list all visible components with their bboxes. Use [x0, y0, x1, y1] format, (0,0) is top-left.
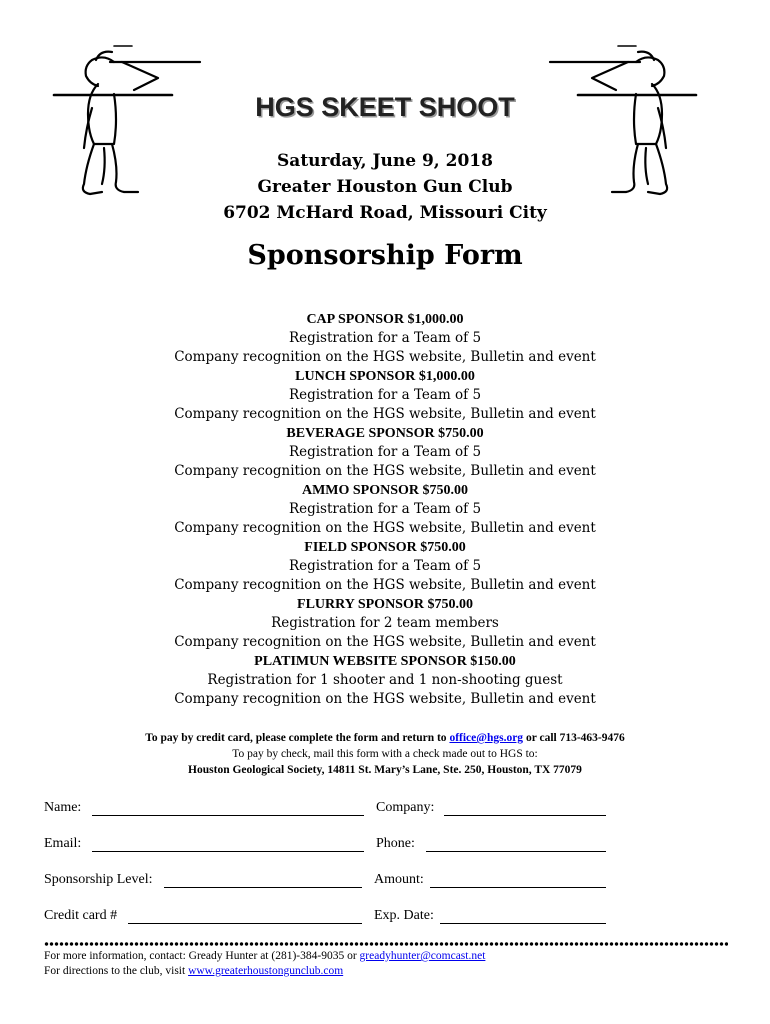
sponsor-level-name: CAP SPONSOR $1,000.00: [306, 312, 464, 327]
sponsor-level-field: [0, 538, 770, 595]
office-email-link[interactable]: office@hgs.org: [449, 732, 524, 744]
sponsor-level-recognition: Company recognition on the HGS website, Bulletin and event: [174, 577, 596, 593]
event-title: HGS SKEET SHOOT: [255, 92, 515, 122]
sponsor-level-recognition: Company recognition on the HGS website, Bulletin and event: [174, 406, 596, 422]
sponsor-level-name: LUNCH SPONSOR $1,000.00: [295, 369, 475, 384]
sponsor-level-website: [0, 652, 770, 709]
sponsor-level-lunch: [0, 367, 770, 424]
sponsor-level-registration: Registration for a Team of 5: [288, 444, 482, 460]
dotted-divider: [44, 941, 728, 947]
exp-date-label: Exp. Date:: [374, 908, 434, 923]
credit-card-text: To pay by credit card, please complete the form and return to: [145, 732, 450, 744]
sponsor-level-registration: Registration for a Team of 5: [288, 501, 482, 517]
sponsor-level-registration: Registration for 1 shooter and 1 non-shooting guest: [207, 672, 563, 688]
gun-club-website-link[interactable]: www.greaterhoustongunclub.com: [188, 965, 344, 977]
name-label: Name:: [44, 800, 82, 815]
sponsor-level-flurry: [0, 595, 770, 652]
payment-instructions: [0, 730, 770, 778]
directions-text: For directions to the club, visit: [44, 965, 189, 977]
sponsor-level-name: FLURRY SPONSOR $750.00: [297, 597, 473, 612]
sponsor-level-recognition: Company recognition on the HGS website, Bulletin and event: [174, 463, 596, 479]
email-field[interactable]: [92, 851, 364, 852]
form-row-card-exp: [44, 908, 644, 928]
directions-info: [44, 964, 734, 979]
email-label: Email:: [44, 836, 82, 851]
event-venue: Greater Houston Gun Club: [257, 177, 513, 197]
company-label: Company:: [376, 800, 435, 815]
sponsor-level-cap: [0, 310, 770, 367]
sponsor-level-recognition: Company recognition on the HGS website, Bulletin and event: [174, 634, 596, 650]
credit-card-instructions: [0, 730, 770, 746]
credit-card-field[interactable]: [128, 923, 362, 924]
event-details: [0, 148, 770, 226]
mailing-address: Houston Geological Society, 14811 St. Mary’s Lane, Ste. 250, Houston, TX 77079: [188, 764, 582, 776]
sponsor-level-name: BEVERAGE SPONSOR $750.00: [286, 426, 484, 441]
form-title: Sponsorship Form: [247, 240, 523, 271]
form-row-email-phone: [44, 836, 644, 856]
event-date: Saturday, June 9, 2018: [277, 151, 493, 171]
sponsor-level-name: AMMO SPONSOR $750.00: [301, 483, 469, 498]
amount-label: Amount:: [374, 872, 424, 887]
contact-info: [44, 949, 734, 964]
sponsorship-levels: [0, 310, 770, 709]
sponsor-level-registration: Registration for 2 team members: [271, 615, 499, 631]
form-row-name-company: [44, 800, 644, 820]
credit-card-label: Credit card #: [44, 908, 118, 923]
sponsor-level-recognition: Company recognition on the HGS website, Bulletin and event: [174, 349, 596, 365]
sponsorship-level-label: Sponsorship Level:: [44, 872, 153, 887]
footer-contact: [44, 949, 734, 979]
sponsorship-level-field[interactable]: [164, 887, 362, 888]
sponsor-level-beverage: [0, 424, 770, 481]
form-row-level-amount: [44, 872, 644, 892]
sponsor-level-registration: Registration for a Team of 5: [288, 558, 482, 574]
sponsor-level-name: PLATIMUN WEBSITE SPONSOR $150.00: [254, 654, 516, 669]
contact-text: For more information, contact: Gready Hunter at (281)-384-9035 or: [44, 950, 360, 962]
sponsor-level-recognition: Company recognition on the HGS website, Bulletin and event: [174, 520, 596, 536]
check-instructions: To pay by check, mail this form with a check made out to HGS to:: [232, 748, 538, 760]
exp-date-field[interactable]: [440, 923, 606, 924]
sponsor-level-recognition: Company recognition on the HGS website, Bulletin and event: [174, 691, 596, 707]
contact-email-link[interactable]: greadyhunter@comcast.net: [359, 950, 486, 962]
sponsor-level-ammo: [0, 481, 770, 538]
amount-field[interactable]: [430, 887, 606, 888]
phone-field[interactable]: [426, 851, 606, 852]
phone-label: Phone:: [376, 836, 415, 851]
sponsor-level-registration: Registration for a Team of 5: [288, 387, 482, 403]
sponsor-level-registration: Registration for a Team of 5: [288, 330, 482, 346]
name-field[interactable]: [92, 815, 364, 816]
company-field[interactable]: [444, 815, 606, 816]
sponsor-level-name: FIELD SPONSOR $750.00: [304, 540, 466, 555]
event-address: 6702 McHard Road, Missouri City: [223, 203, 547, 223]
phone-text: or call 713-463-9476: [523, 732, 625, 744]
